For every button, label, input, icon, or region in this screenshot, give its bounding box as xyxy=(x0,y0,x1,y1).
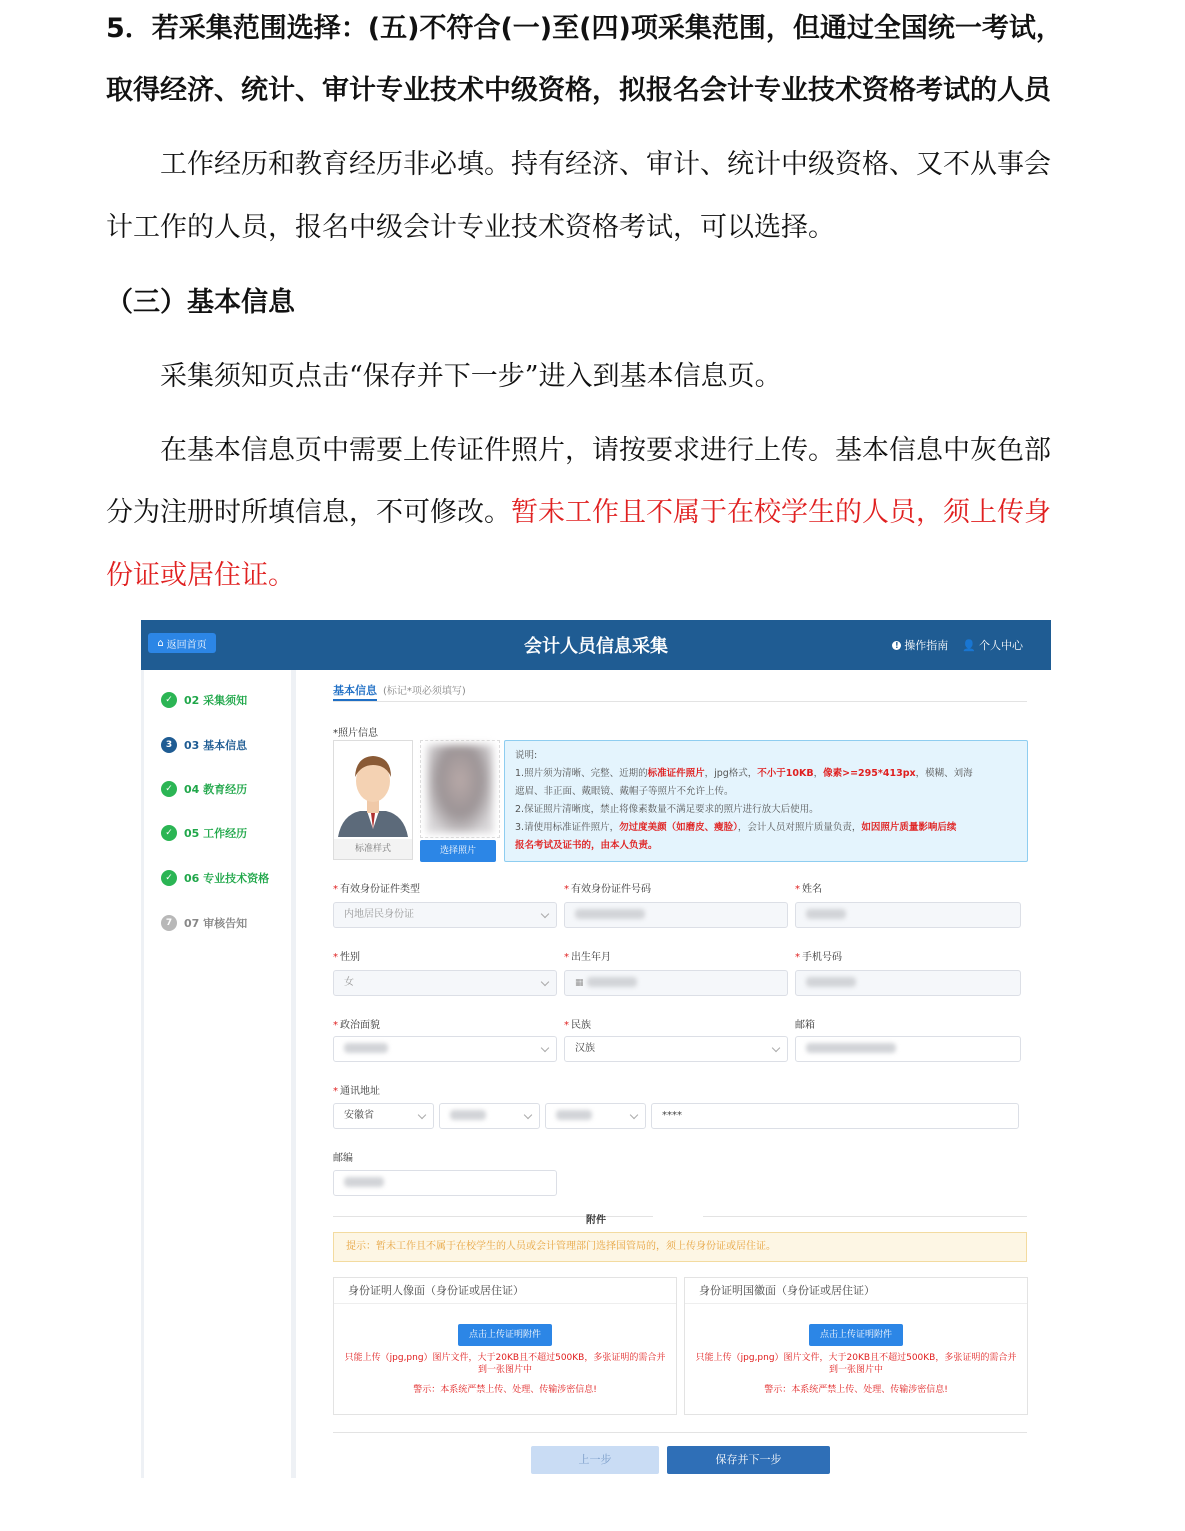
sidebar-divider xyxy=(291,670,296,1478)
guide-label: 操作指南 xyxy=(904,639,949,652)
chevron-down-icon xyxy=(418,1111,426,1119)
upload-front-rule: 只能上传（jpg,png）图片文件，大于20KB且不超过500KB，多张证明的需合并 到一张图片中 xyxy=(344,1353,666,1375)
paragraph-3-line2-red: 暂未工作且不属于在校学生的人员，须上传身 xyxy=(511,497,1051,528)
photo-notice xyxy=(504,740,1028,862)
notice-line4 xyxy=(515,819,1017,837)
chevron-down-icon xyxy=(541,978,549,986)
paragraph-1-line1: 工作经历和教育经历非必填。持有经济、审计、统计中级资格、又不从事会 xyxy=(160,149,1051,180)
paragraph-2: 采集须知页点击“保存并下一步”进入到基本信息页。 xyxy=(160,361,782,392)
email-input[interactable] xyxy=(795,1036,1021,1062)
phone-label: * 手机号码 xyxy=(795,952,842,963)
tab-divider xyxy=(333,701,1027,702)
notice-l1d: 不小于10KB xyxy=(757,768,814,779)
name-input[interactable] xyxy=(795,902,1021,928)
paragraph-3-line2 xyxy=(106,490,1091,529)
paragraph-3-line2-normal: 分为注册时所填信息，不可修改。 xyxy=(106,497,511,528)
notice-l4d: 如因照片质量影响后续 xyxy=(861,822,957,833)
notice-l1g: ，模糊、刘海 xyxy=(915,768,973,779)
politics-select[interactable] xyxy=(333,1036,557,1062)
id-type-select[interactable]: 内地居民身份证 xyxy=(333,902,557,928)
chevron-down-icon xyxy=(541,910,549,918)
check-icon: ✓ xyxy=(161,692,177,708)
top-bar xyxy=(141,620,1051,670)
tab-hint: (标记*项必须填写) xyxy=(383,686,466,697)
user-icon: 👤 xyxy=(962,638,976,652)
notice-line2: 遮眉、非正面、戴眼镜、戴帽子等照片不允许上传。 xyxy=(515,786,734,797)
address-detail-input[interactable]: **** xyxy=(651,1103,1019,1129)
user-center-link[interactable] xyxy=(962,637,1023,653)
ethnic-select[interactable]: 汉族 xyxy=(564,1036,788,1062)
info-icon: ! xyxy=(892,641,901,650)
notice-l1f: 像素>=295*413px xyxy=(823,768,916,779)
chevron-down-icon xyxy=(541,1044,549,1052)
guide-link[interactable] xyxy=(892,637,948,653)
id-number-label: * 有效身份证件号码 xyxy=(564,884,651,895)
postcode-input[interactable] xyxy=(333,1170,557,1196)
ethnic-label: * 民族 xyxy=(564,1020,591,1031)
paragraph-3-line1: 在基本信息页中需要上传证件照片，请按要求进行上传。基本信息中灰色部 xyxy=(160,435,1051,466)
step-02[interactable] xyxy=(161,692,247,708)
upload-back-title: 身份证明国徽面（身份证或居住证） xyxy=(685,1278,1027,1304)
address-label: * 通讯地址 xyxy=(333,1086,380,1097)
notice-l5: 报名考试及证书的，由本人负责。 xyxy=(515,840,658,851)
notice-l1e: ， xyxy=(813,768,824,779)
upload-front-title: 身份证明人像面（身份证或居住证） xyxy=(334,1278,676,1304)
notice-l1c: ，jpg格式， xyxy=(704,768,758,779)
gender-select[interactable]: 女 xyxy=(333,970,557,996)
heading-5-line1: 5．若采集范围选择：(五)不符合(一)至(四)项采集范围，但通过全国统一考试， xyxy=(106,13,1063,44)
photo-label: *照片信息 xyxy=(333,728,378,739)
step-label: 02 采集须知 xyxy=(184,694,248,707)
step-03[interactable] xyxy=(161,737,247,753)
user-center-label: 个人中心 xyxy=(979,639,1023,652)
paragraph-1-line2: 计工作的人员，报名中级会计专业技术资格考试，可以选择。 xyxy=(106,212,835,243)
paragraph-3-line3: 份证或居住证。 xyxy=(106,560,295,591)
check-icon: ✓ xyxy=(161,781,177,797)
choose-photo-button[interactable]: 选择照片 xyxy=(420,840,496,862)
upload-front-warning: 警示：本系统严禁上传、处理、传输涉密信息! xyxy=(413,1385,597,1395)
step-05[interactable] xyxy=(161,825,247,841)
step-label: 03 基本信息 xyxy=(184,739,248,752)
step-label: 07 审核告知 xyxy=(184,917,248,930)
notice-l4b: 勿过度美颜（如磨皮、瘦脸） xyxy=(619,822,738,833)
attachment-warning: 提示：暂未工作且不属于在校学生的人员或会计管理部门选择国管局的，须上传身份证或居住证。 xyxy=(333,1232,1027,1262)
uploaded-photo xyxy=(420,740,500,838)
birth-label: * 出生年月 xyxy=(564,952,611,963)
notice-line5 xyxy=(515,837,1017,855)
city-select[interactable] xyxy=(439,1103,540,1129)
district-select[interactable] xyxy=(545,1103,646,1129)
id-number-input[interactable] xyxy=(564,902,788,928)
gender-label: * 性别 xyxy=(333,952,360,963)
upload-front-button[interactable]: 点击上传证明附件 xyxy=(458,1324,552,1346)
left-border xyxy=(141,670,144,1478)
check-icon: ✓ xyxy=(161,870,177,886)
prev-step-button[interactable]: 上一步 xyxy=(531,1446,659,1474)
postcode-label: 邮编 xyxy=(333,1153,353,1164)
step-number-icon: 7 xyxy=(161,915,177,931)
heading-5-line2: 取得经济、统计、审计专业技术中级资格，拟报名会计专业技术资格考试的人员 xyxy=(106,75,1051,106)
notice-l4a: 3.请使用标准证件照片， xyxy=(515,822,620,833)
email-label: 邮箱 xyxy=(795,1020,815,1031)
upload-back-panel xyxy=(684,1277,1028,1415)
upload-back-button[interactable]: 点击上传证明附件 xyxy=(809,1324,903,1346)
blurred-photo-icon xyxy=(427,745,493,833)
chevron-down-icon xyxy=(524,1111,532,1119)
politics-label: * 政治面貌 xyxy=(333,1020,380,1031)
upload-back-rule: 只能上传（jpg,png）图片文件，大于20KB且不超过500KB，多张证明的需合并 到一张图片中 xyxy=(695,1353,1017,1375)
birth-date-picker[interactable] xyxy=(564,970,788,996)
step-label: 05 工作经历 xyxy=(184,827,248,840)
person-avatar-icon xyxy=(334,741,412,837)
step-06[interactable] xyxy=(161,870,269,886)
upload-front-panel xyxy=(333,1277,677,1415)
screenshot-figure xyxy=(141,620,1051,1478)
step-label: 06 专业技术资格 xyxy=(184,872,270,885)
home-button-label: 返回首页 xyxy=(166,639,207,651)
phone-input[interactable] xyxy=(795,970,1021,996)
step-label: 04 教育经历 xyxy=(184,783,248,796)
section-heading-3: （三）基本信息 xyxy=(106,287,295,318)
standard-style-label: 标准样式 xyxy=(334,839,412,859)
app-title: 会计人员信息采集 xyxy=(524,636,668,657)
tab-basic-info[interactable]: 基本信息 xyxy=(333,684,377,701)
notice-l1b: 标准证件照片 xyxy=(647,768,705,779)
step-number-icon: 3 xyxy=(161,737,177,753)
attachment-title: 附件 xyxy=(586,1215,606,1226)
calendar-icon: ▦ xyxy=(575,978,584,988)
province-select[interactable]: 安徽省 xyxy=(333,1103,434,1129)
notice-l1a: 1.照片须为清晰、完整、近期的 xyxy=(515,768,648,779)
notice-l4c: ，会计人员对照片质量负责， xyxy=(737,822,862,833)
check-icon: ✓ xyxy=(161,825,177,841)
upload-back-warning: 警示：本系统严禁上传、处理、传输涉密信息! xyxy=(764,1385,948,1395)
home-icon: ⌂ xyxy=(157,637,164,649)
step-07[interactable] xyxy=(161,915,247,931)
notice-line3: 2.保证照片清晰度，禁止将像素数量不满足要求的照片进行放大后使用。 xyxy=(515,804,819,815)
notice-line1 xyxy=(515,765,1017,783)
notice-title: 说明: xyxy=(515,750,538,761)
name-label: * 姓名 xyxy=(795,884,822,895)
chevron-down-icon xyxy=(772,1044,780,1052)
standard-photo-sample xyxy=(333,740,413,860)
bottom-divider xyxy=(333,1432,1027,1433)
chevron-down-icon xyxy=(630,1111,638,1119)
step-04[interactable] xyxy=(161,781,247,797)
save-next-button[interactable]: 保存并下一步 xyxy=(667,1446,830,1474)
id-type-label: * 有效身份证件类型 xyxy=(333,884,420,895)
